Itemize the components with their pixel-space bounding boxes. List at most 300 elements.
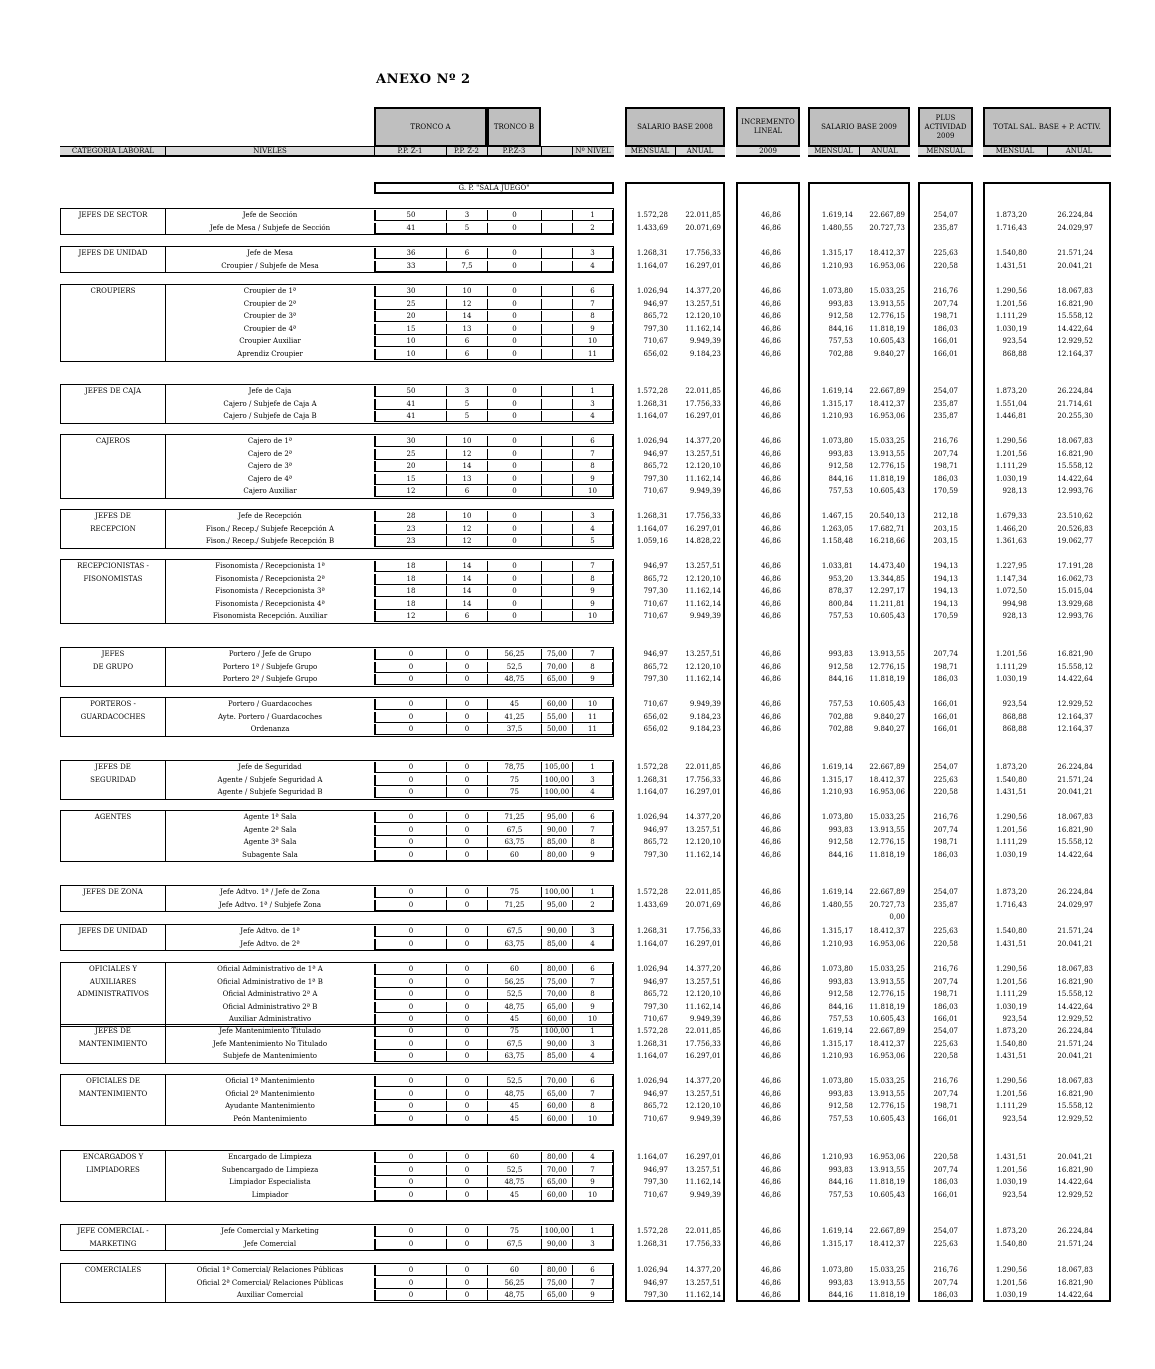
plus-actividad-cell: 166,01 <box>933 1015 958 1024</box>
incremento-cell: 46,86 <box>760 324 781 333</box>
pp-z2-cell: 0 <box>446 699 487 710</box>
pp-z2-cell: 5 <box>446 411 487 422</box>
anual-2009-cell: 18.412,37 <box>869 927 905 935</box>
nivel-cell: 6 <box>572 964 614 975</box>
anual-2009-cell: 18.412,37 <box>869 775 905 784</box>
category-label: JEFES DE MANTENIMIENTO <box>78 1027 148 1048</box>
nivel-cell: 11 <box>572 712 614 723</box>
incremento-cell: 46,86 <box>760 725 781 734</box>
table-row <box>0 398 1155 411</box>
pp-z3-eur-cell <box>541 574 572 585</box>
table-row <box>0 1038 1155 1051</box>
pp-z3-eur-cell: 60,00 <box>541 1014 572 1025</box>
mensual-2009-cell: 993,83 <box>828 299 853 308</box>
mensual-2009-cell: 1.315,17 <box>821 1239 853 1248</box>
mensual-2009-cell: 1.158,48 <box>821 537 853 546</box>
table-row <box>0 610 1155 623</box>
mensual-total-cell: 868,88 <box>1002 712 1027 721</box>
table-row <box>0 585 1155 598</box>
mensual-total-cell: 1.431,51 <box>995 1153 1027 1161</box>
plus-actividad-cell: 235,87 <box>933 412 958 421</box>
pp-z3-cell: 67,5 <box>487 926 541 937</box>
anual-2009-cell: 12.776,15 <box>869 990 905 999</box>
level-cell: Fisonomista Recepción. Auxiliar <box>212 612 328 621</box>
table-row <box>0 1151 1155 1164</box>
plus-actividad-cell: 216,76 <box>933 287 958 295</box>
pp-z3-eur-cell: 75,00 <box>541 649 572 660</box>
pp-z1-cell: 0 <box>374 1051 446 1062</box>
incremento-cell: 46,86 <box>760 350 781 358</box>
incremento-cell: 46,86 <box>760 1002 781 1011</box>
pp-z2-cell: 0 <box>446 787 487 798</box>
mensual-total-cell: 923,54 <box>1002 1015 1027 1024</box>
plus-actividad-cell: 166,01 <box>933 700 958 708</box>
mensual-total-cell: 1.873,20 <box>995 763 1027 771</box>
mensual-total-cell: 1.111,29 <box>995 990 1027 999</box>
nivel-cell: 10 <box>572 486 614 497</box>
anual-2008-cell: 12.120,10 <box>685 1102 721 1111</box>
mensual-2009-cell: 844,16 <box>828 1002 853 1011</box>
pp-z1-cell: 0 <box>374 787 446 798</box>
nivel-cell: 10 <box>572 336 614 347</box>
mensual-2008-cell: 1.164,07 <box>636 1153 668 1161</box>
mensual-total-cell: 1.030,19 <box>995 850 1027 859</box>
anual-2008-cell: 17.756,33 <box>685 1239 721 1248</box>
table-row <box>0 473 1155 486</box>
mensual-2009-cell: 1.263,05 <box>821 524 853 533</box>
incremento-cell: 46,86 <box>760 1153 781 1161</box>
pp-z2-cell: 0 <box>446 1177 487 1188</box>
anual-2008-cell: 14.377,20 <box>685 965 721 973</box>
nivel-cell: 10 <box>572 1014 614 1025</box>
pp-z1-cell: 0 <box>374 900 446 911</box>
mensual-2009-cell: 1.480,55 <box>821 223 853 232</box>
pp-z3-cell: 67,5 <box>487 1239 541 1250</box>
plus-actividad-cell: 235,87 <box>933 399 958 408</box>
anual-total-cell: 12.929,52 <box>1057 1114 1093 1123</box>
nivel-cell: 9 <box>572 324 614 335</box>
incremento-cell: 46,86 <box>760 599 781 608</box>
col-incremento-year: 2009 <box>759 147 777 155</box>
mensual-2008-cell: 946,97 <box>643 1165 668 1174</box>
pp-z3-eur-cell: 70,00 <box>541 662 572 673</box>
anual-total-cell: 20.041,21 <box>1057 1153 1093 1161</box>
anual-2009-cell: 11.211,81 <box>869 599 905 608</box>
table-row <box>0 723 1155 736</box>
mensual-2008-cell: 656,02 <box>643 350 668 358</box>
anual-2008-cell: 13.257,51 <box>685 650 721 658</box>
anual-2008-cell: 9.949,39 <box>689 337 721 346</box>
pp-z3-cell: 71,25 <box>487 812 541 823</box>
pp-z1-cell: 0 <box>374 850 446 861</box>
pp-z3-cell: 56,25 <box>487 1278 541 1289</box>
anual-2009-cell: 18.412,37 <box>869 1039 905 1048</box>
mensual-2008-cell: 797,30 <box>643 675 668 684</box>
plus-actividad-cell: 194,13 <box>933 562 958 570</box>
header-tronco-b: TRONCO B <box>487 107 541 147</box>
mensual-total-cell: 1.201,56 <box>995 650 1027 658</box>
level-cell: Agente 3ª Sala <box>243 838 297 847</box>
mensual-2009-cell: 1.467,15 <box>821 512 853 520</box>
column-header-2009 <box>808 146 910 157</box>
pp-z3-cell: 45 <box>487 699 541 710</box>
mensual-total-cell: 1.540,80 <box>995 249 1027 257</box>
mensual-2008-cell: 865,72 <box>643 312 668 321</box>
pp-z3-cell: 0 <box>487 524 541 535</box>
mensual-2008-cell: 1.026,94 <box>636 1266 668 1274</box>
mensual-2008-cell: 946,97 <box>643 299 668 308</box>
table-row <box>0 1001 1155 1014</box>
nivel-cell: 6 <box>572 286 614 297</box>
level-cell: Jefe de Mesa <box>247 249 293 257</box>
table-row <box>0 260 1155 273</box>
pp-z3-cell: 48,75 <box>487 1290 541 1301</box>
incremento-cell: 46,86 <box>760 287 781 295</box>
pp-z2-cell: 0 <box>446 1014 487 1025</box>
pp-z1-cell: 41 <box>374 223 446 234</box>
mensual-2009-cell: 702,88 <box>828 712 853 721</box>
pp-z3-cell: 0 <box>487 599 541 610</box>
anual-2008-cell: 14.377,20 <box>685 813 721 821</box>
anual-2008-cell: 9.184,23 <box>689 350 721 358</box>
pp-z3-cell: 0 <box>487 474 541 485</box>
pp-z1-cell: 0 <box>374 1026 446 1037</box>
pp-z2-cell: 6 <box>446 349 487 360</box>
pp-z1-cell: 0 <box>374 699 446 710</box>
pp-z1-cell: 0 <box>374 837 446 848</box>
level-cell: Ayudante Mantenimiento <box>225 1102 315 1111</box>
plus-actividad-cell: 207,74 <box>933 825 958 834</box>
level-cell: Jefe Adtvo. 1ª / Subjefe Zona <box>218 900 322 909</box>
anual-2008-cell: 13.257,51 <box>685 299 721 308</box>
mensual-total-cell: 1.540,80 <box>995 927 1027 935</box>
mensual-total-cell: 1.290,56 <box>995 287 1027 295</box>
mensual-2008-cell: 1.164,07 <box>636 261 668 270</box>
anual-2009-cell: 16.953,06 <box>869 1153 905 1161</box>
pp-z2-cell: 0 <box>446 662 487 673</box>
anual-2008-cell: 9.949,39 <box>689 700 721 708</box>
pp-z3-cell: 0 <box>487 411 541 422</box>
level-cell: Fisonomista / Recepcionista 2ª <box>215 574 325 583</box>
incremento-cell: 46,86 <box>760 299 781 308</box>
pp-z3-eur-cell: 105,00 <box>541 762 572 773</box>
pp-z1-cell: 0 <box>374 762 446 773</box>
mensual-2008-cell: 710,67 <box>643 1015 668 1024</box>
header-total: TOTAL SAL. BASE + P. ACTIV. <box>983 107 1111 147</box>
pp-z2-cell: 0 <box>446 1101 487 1112</box>
pp-z3-cell: 37,5 <box>487 724 541 735</box>
mensual-2008-cell: 1.433,69 <box>636 900 668 909</box>
anual-2009-cell: 15.033,25 <box>869 965 905 973</box>
pp-z3-eur-cell <box>541 561 572 572</box>
level-cell: Croupier de 3ª <box>243 312 297 321</box>
pp-z3-cell: 0 <box>487 324 541 335</box>
pp-z3-cell: 67,5 <box>487 1039 541 1050</box>
pp-z1-cell: 0 <box>374 649 446 660</box>
pp-z1-cell: 0 <box>374 1165 446 1176</box>
pp-z3-cell: 0 <box>487 210 541 221</box>
column-header-incremento <box>736 146 800 157</box>
plus-actividad-cell: 235,87 <box>933 223 958 232</box>
nivel-cell: 6 <box>572 812 614 823</box>
pp-z1-cell: 0 <box>374 712 446 723</box>
anual-total-cell: 12.164,37 <box>1057 725 1093 734</box>
mensual-total-cell: 923,54 <box>1002 1114 1027 1123</box>
pp-z3-eur-cell <box>541 536 572 547</box>
mensual-2009-cell: 993,83 <box>828 650 853 658</box>
level-cell: Croupier Auxiliar <box>239 337 301 346</box>
table-row <box>0 348 1155 361</box>
anual-2008-cell: 22.011,85 <box>685 387 721 395</box>
plus-actividad-cell: 254,07 <box>933 1027 958 1035</box>
pp-z1-cell: 10 <box>374 336 446 347</box>
mensual-2009-cell: 1.210,93 <box>821 1052 853 1061</box>
pp-z3-eur-cell: 75,00 <box>541 977 572 988</box>
table-row <box>0 510 1155 523</box>
table-row <box>0 1277 1155 1290</box>
pp-z3-cell: 52,5 <box>487 662 541 673</box>
pp-z2-cell: 7,5 <box>446 261 487 272</box>
anual-total-cell: 15.558,12 <box>1057 312 1093 321</box>
pp-z2-cell: 0 <box>446 1114 487 1125</box>
plus-actividad-cell: 216,76 <box>933 437 958 445</box>
anual-2009-cell: 15.033,25 <box>869 437 905 445</box>
level-cell: Oficial 1ª Mantenimiento <box>225 1077 315 1085</box>
level-cell: Portero 2ª / Subjefe Grupo <box>222 675 318 684</box>
incremento-cell: 46,86 <box>760 261 781 270</box>
pp-z1-cell: 0 <box>374 812 446 823</box>
incremento-cell: 46,86 <box>760 675 781 684</box>
mensual-total-cell: 1.201,56 <box>995 977 1027 986</box>
level-cell: Oficial Administrativo de 1ª B <box>217 977 323 986</box>
plus-actividad-cell: 166,01 <box>933 712 958 721</box>
pp-z2-cell: 0 <box>446 977 487 988</box>
plus-actividad-cell: 198,71 <box>933 662 958 671</box>
pp-z2-cell: 5 <box>446 399 487 410</box>
mensual-total-cell: 1.030,19 <box>995 675 1027 684</box>
mensual-2009-cell: 1.073,80 <box>821 437 853 445</box>
pp-z1-cell: 0 <box>374 926 446 937</box>
pp-z3-eur-cell <box>541 611 572 622</box>
mensual-2008-cell: 1.433,69 <box>636 223 668 232</box>
anual-2009-cell: 18.412,37 <box>869 399 905 408</box>
mensual-2008-cell: 797,30 <box>643 1178 668 1187</box>
nivel-cell: 8 <box>572 311 614 322</box>
pp-z1-cell: 15 <box>374 324 446 335</box>
col-categoria: CATEGORIA LABORAL <box>71 147 155 155</box>
nivel-cell: 7 <box>572 299 614 310</box>
table-row <box>0 285 1155 298</box>
table-row <box>0 836 1155 849</box>
plus-actividad-cell: 166,01 <box>933 337 958 346</box>
plus-actividad-cell: 186,03 <box>933 324 958 333</box>
mensual-total-cell: 1.201,56 <box>995 825 1027 834</box>
mensual-2009-cell: 1.210,93 <box>821 788 853 797</box>
pp-z3-eur-cell <box>541 336 572 347</box>
pp-z3-eur-cell: 75,00 <box>541 1278 572 1289</box>
pp-z3-eur-cell <box>541 486 572 497</box>
mensual-total-cell: 1.201,56 <box>995 299 1027 308</box>
pp-z1-cell: 0 <box>374 977 446 988</box>
table-row <box>0 435 1155 448</box>
pp-z2-cell: 0 <box>446 1190 487 1201</box>
anual-2008-cell: 9.949,39 <box>689 612 721 621</box>
pp-z1-cell: 0 <box>374 1039 446 1050</box>
pp-z2-cell: 0 <box>446 762 487 773</box>
nivel-cell: 3 <box>572 1039 614 1050</box>
category-label: OFICIALES Y AUXILIARES ADMINISTRATIVOS <box>77 965 149 999</box>
mensual-total-cell: 1.111,29 <box>995 1102 1027 1111</box>
table-row <box>0 661 1155 674</box>
pp-z3-eur-cell: 65,00 <box>541 1002 572 1013</box>
anual-2008-cell: 22.011,85 <box>685 763 721 771</box>
mensual-total-cell: 1.716,43 <box>995 900 1027 909</box>
pp-z3-eur-cell: 80,00 <box>541 1152 572 1163</box>
anual-total-cell: 15.558,12 <box>1057 838 1093 847</box>
pp-z2-cell: 0 <box>446 1089 487 1100</box>
anual-2009-cell: 16.953,06 <box>869 939 905 948</box>
nivel-cell: 6 <box>572 436 614 447</box>
pp-z3-eur-cell: 65,00 <box>541 1089 572 1100</box>
anual-2008-cell: 17.756,33 <box>685 775 721 784</box>
category-label: JEFES DE RECEPCION <box>90 512 136 533</box>
anual-total-cell: 16.821,90 <box>1057 299 1093 308</box>
pp-z3-cell: 63,75 <box>487 837 541 848</box>
pp-z2-cell: 3 <box>446 210 487 221</box>
pp-z3-eur-cell: 95,00 <box>541 900 572 911</box>
anual-total-cell: 24.029,97 <box>1057 223 1093 232</box>
level-cell: Jefe Adtvo. de 2ª <box>240 939 300 948</box>
plus-actividad-cell: 216,76 <box>933 1077 958 1085</box>
pp-z3-cell: 0 <box>487 399 541 410</box>
anual-total-cell: 26.224,84 <box>1057 387 1093 395</box>
mensual-2008-cell: 946,97 <box>643 562 668 570</box>
mensual-total-cell: 1.679,33 <box>995 512 1027 520</box>
mensual-total-cell: 1.290,56 <box>995 965 1027 973</box>
plus-actividad-cell: 198,71 <box>933 462 958 471</box>
pp-z2-cell: 0 <box>446 939 487 950</box>
incremento-cell: 46,86 <box>760 537 781 546</box>
nivel-cell: 7 <box>572 649 614 660</box>
anual-2009-cell: 12.297,17 <box>869 587 905 596</box>
pp-z3-cell: 78,75 <box>487 762 541 773</box>
level-cell: Fisonomista / Recepcionista 3ª <box>215 587 325 596</box>
plus-actividad-cell: 207,74 <box>933 1089 958 1098</box>
pp-z3-eur-cell <box>541 511 572 522</box>
pp-z1-cell: 0 <box>374 989 446 1000</box>
table-row <box>0 811 1155 824</box>
anual-2009-cell: 15.033,25 <box>869 1266 905 1274</box>
mensual-2008-cell: 1.026,94 <box>636 813 668 821</box>
table-row <box>0 1075 1155 1088</box>
table-row <box>0 761 1155 774</box>
header-salario-2008: SALARIO BASE 2008 <box>625 107 725 147</box>
anual-2009-cell: 10.605,43 <box>869 1190 905 1199</box>
anual-2008-cell: 11.162,14 <box>685 1178 721 1187</box>
anual-2009-cell: 11.818,19 <box>869 474 905 483</box>
pp-z2-cell: 3 <box>446 386 487 397</box>
mensual-2008-cell: 797,30 <box>643 1002 668 1011</box>
anual-total-cell: 13.929,68 <box>1057 599 1093 608</box>
pp-z3-eur-cell <box>541 461 572 472</box>
incremento-cell: 46,86 <box>760 399 781 408</box>
mensual-2009-cell: 993,83 <box>828 449 853 458</box>
anual-total-cell: 18.067,83 <box>1057 965 1093 973</box>
mensual-total-cell: 1.030,19 <box>995 324 1027 333</box>
table-row <box>0 485 1155 498</box>
nivel-cell: 6 <box>572 1265 614 1276</box>
plus-actividad-cell: 212,18 <box>933 512 958 520</box>
plus-actividad-cell: 225,63 <box>933 1039 958 1048</box>
plus-actividad-cell: 194,13 <box>933 574 958 583</box>
table-row <box>0 1025 1155 1038</box>
anual-2008-cell: 11.162,14 <box>685 474 721 483</box>
mensual-2008-cell: 797,30 <box>643 587 668 596</box>
pp-z2-cell: 0 <box>446 1165 487 1176</box>
pp-z1-cell: 10 <box>374 349 446 360</box>
anual-2008-cell: 13.257,51 <box>685 1278 721 1287</box>
pp-z3-cell: 52,5 <box>487 1165 541 1176</box>
anual-2008-cell: 11.162,14 <box>685 599 721 608</box>
table-row <box>0 1225 1155 1238</box>
pp-z3-eur-cell: 85,00 <box>541 939 572 950</box>
pp-z1-cell: 23 <box>374 536 446 547</box>
pp-z1-cell: 20 <box>374 461 446 472</box>
category-label: JEFES DE ZONA <box>83 888 143 896</box>
anual-2009-cell: 16.953,06 <box>869 788 905 797</box>
nivel-cell: 1 <box>572 1226 614 1237</box>
level-cell: Fison./ Recep./ Subjefe Recepción B <box>205 537 335 546</box>
pp-z1-cell: 41 <box>374 399 446 410</box>
header-salario-2009: SALARIO BASE 2009 <box>808 107 910 147</box>
mensual-2008-cell: 797,30 <box>643 850 668 859</box>
pp-z2-cell: 12 <box>446 524 487 535</box>
nivel-cell: 1 <box>572 1026 614 1037</box>
anual-total-cell: 16.821,90 <box>1057 1165 1093 1174</box>
table-row <box>0 460 1155 473</box>
pp-z2-cell: 14 <box>446 311 487 322</box>
mensual-2009-cell: 757,53 <box>828 337 853 346</box>
anual-2008-cell: 13.257,51 <box>685 1089 721 1098</box>
header-incremento: INCREMENTO LINEAL <box>736 107 800 147</box>
mensual-2008-cell: 1.026,94 <box>636 287 668 295</box>
anual-2009-cell: 17.682,71 <box>869 524 905 533</box>
mensual-2009-cell: 757,53 <box>828 1015 853 1024</box>
anual-2008-cell: 12.120,10 <box>685 462 721 471</box>
nivel-cell: 4 <box>572 524 614 535</box>
incremento-cell: 46,86 <box>760 1114 781 1123</box>
mensual-2009-cell: 757,53 <box>828 487 853 496</box>
category-label: COMERCIALES <box>84 1266 142 1274</box>
anual-total-cell: 26.224,84 <box>1057 763 1093 771</box>
pp-z3-eur-cell <box>541 586 572 597</box>
mensual-2008-cell: 656,02 <box>643 725 668 734</box>
table-row <box>0 1113 1155 1126</box>
incremento-cell: 46,86 <box>760 1102 781 1111</box>
anual-2008-cell: 13.257,51 <box>685 825 721 834</box>
mensual-2009-cell: 757,53 <box>828 700 853 708</box>
category-label: JEFE COMERCIAL - MARKETING <box>77 1227 149 1248</box>
anual-total-cell: 20.041,21 <box>1057 788 1093 797</box>
mensual-2009-cell: 912,58 <box>828 838 853 847</box>
level-cell: Aprendiz Croupier <box>237 350 303 358</box>
anual-2008-cell: 22.011,85 <box>685 1227 721 1235</box>
table-row <box>0 774 1155 787</box>
table-row <box>0 335 1155 348</box>
mensual-2009-cell: 1.619,14 <box>821 1227 853 1235</box>
plus-actividad-cell: 235,87 <box>933 900 958 909</box>
anual-total-cell: 12.993,76 <box>1057 612 1093 621</box>
